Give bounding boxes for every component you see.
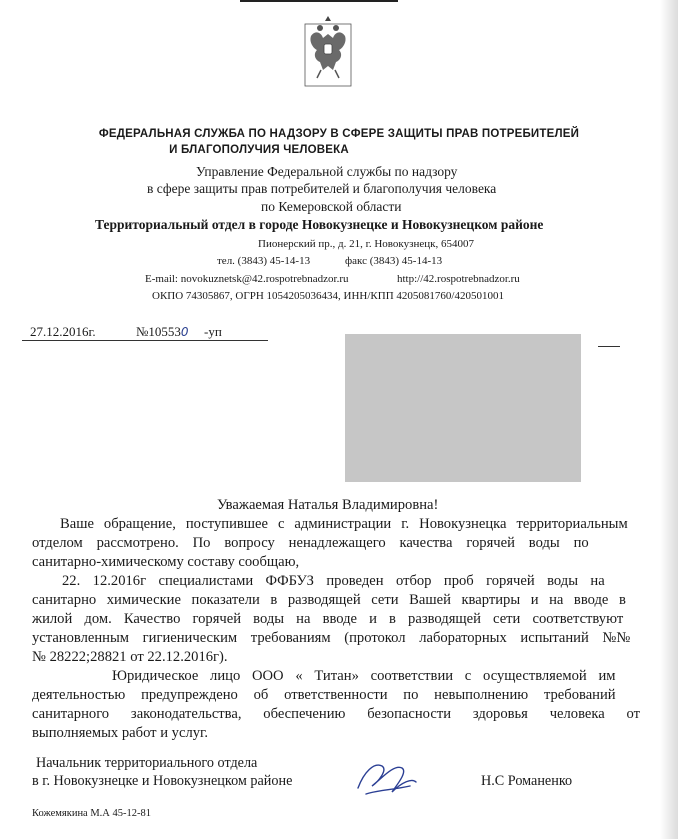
body-line-7: установленным гигиеническим требованиям (протокол лабораторных испытаний №№ [32, 630, 631, 646]
body-line-11: санитарного законодательства, обеспечению безопасности здоровья человека от [32, 706, 641, 722]
body-line-4: 22. 12.2016г специалистами ФФБУЗ проведен отбор проб горячей воды на [62, 573, 605, 589]
executor-contact: Кожемякина М.А 45-12-81 [32, 808, 152, 819]
addressee-dash [598, 346, 620, 347]
greeting: Уважаемая Наталья Владимировна! [217, 497, 439, 513]
office-phone: тел. (3843) 45-14-13 [217, 255, 311, 267]
registration-date: 27.12.2016г. [30, 324, 96, 339]
body-line-2: отделом рассмотрено. По вопросу ненадлежащего качества горячей воды по [32, 535, 589, 551]
signer-title-line2: в г. Новокузнецке и Новокузнецком районе [32, 773, 293, 789]
coat-of-arms-emblem [303, 8, 353, 90]
registration-number-text: №10553 [136, 324, 181, 339]
office-fax: факс (3843) 45-14-13 [345, 255, 443, 267]
dept-line2: в сфере защиты прав потребителей и благополучия человека [147, 181, 497, 196]
body-line-5: санитарно химические показатели в разводящей сети Вашей квартиры и на вводе в [32, 592, 626, 608]
office-email: E-mail: novokuznetsk@42.rospotrebnadzor.ru [145, 273, 349, 285]
office-codes: ОКПО 74305867, ОГРН 1054205036434, ИНН/КПП 4205081760/420501001 [152, 290, 504, 302]
office-name: Территориальный отдел в городе Новокузнецке и Новокузнецком районе [95, 217, 544, 232]
agency-name-line2: И БЛАГОПОЛУЧИЯ ЧЕЛОВЕКА [169, 144, 349, 156]
dept-line3: по Кемеровской области [261, 199, 402, 214]
body-line-6: жилой дом. Качество горячей воды на вводе и в разводящей сети соответствуют [32, 611, 624, 627]
body-line-3: санитарно-химическому составу сообщаю, [32, 554, 300, 570]
body-line-8: № 28222;28821 от 22.12.2016г). [32, 649, 228, 665]
body-line-12: выполняемых работ и услуг. [32, 725, 209, 741]
body-line-1: Ваше обращение, поступившее с администрации г. Новокузнецка территориальным [60, 516, 628, 532]
signer-name: Н.С Романенко [481, 773, 573, 789]
registration-suffix: -уп [204, 324, 222, 339]
handwritten-signature [352, 752, 422, 800]
registration-number [136, 324, 189, 340]
agency-name-line1: ФЕДЕРАЛЬНАЯ СЛУЖБА ПО НАДЗОРУ В СФЕРЕ ЗАЩИТЫ ПРАВ ПОТРЕБИТЕЛЕЙ [98, 128, 580, 140]
dept-line1: Управление Федеральной службы по надзору [196, 164, 458, 179]
office-address: Пионерский пр., д. 21, г. Новокузнецк, 654007 [258, 238, 474, 250]
registration-handwritten-digit: 0 [180, 325, 189, 339]
body-line-9: Юридическое лицо ООО « Титан» соответствии с осуществляемой им [112, 668, 616, 684]
redacted-addressee-block [345, 334, 581, 482]
scan-edge [240, 0, 398, 2]
page-shadow [660, 0, 678, 839]
body-line-10: деятельностью предупреждено об ответственности по невыполнению требований [32, 687, 616, 703]
signer-title-line1: Начальник территориального отдела [36, 755, 258, 771]
office-website: http://42.rospotrebnadzor.ru [397, 273, 520, 285]
registration-underline [22, 340, 268, 341]
